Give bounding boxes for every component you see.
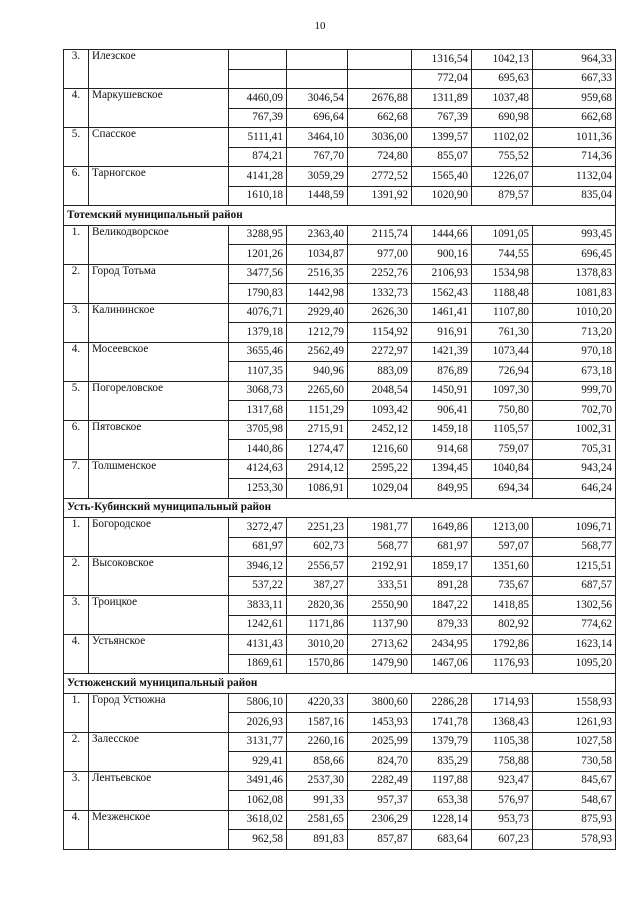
table-row bbox=[64, 693, 616, 713]
value-cell: 1197,88 bbox=[412, 771, 472, 791]
value-cell: 1020,90 bbox=[412, 186, 472, 206]
value-cell: 2363,40 bbox=[287, 225, 348, 245]
value-cell: 1107,35 bbox=[229, 362, 287, 382]
value-cell: 1859,17 bbox=[412, 557, 472, 577]
value-cell: 1201,26 bbox=[229, 245, 287, 265]
table-row bbox=[64, 225, 616, 245]
value-cell: 1448,59 bbox=[287, 186, 348, 206]
value-cell: 3946,12 bbox=[229, 557, 287, 577]
value-cell: 1216,60 bbox=[348, 440, 412, 460]
row-number: 3. bbox=[64, 50, 89, 89]
value-cell: 1461,41 bbox=[412, 303, 472, 323]
value-cell: 714,36 bbox=[533, 147, 616, 167]
value-cell: 1714,93 bbox=[472, 693, 533, 713]
value-cell: 1102,02 bbox=[472, 128, 533, 148]
value-cell: 3464,10 bbox=[287, 128, 348, 148]
value-cell: 713,20 bbox=[533, 323, 616, 343]
value-cell: 1040,84 bbox=[472, 459, 533, 479]
value-cell: 2192,91 bbox=[348, 557, 412, 577]
value-cell: 2282,49 bbox=[348, 771, 412, 791]
value-cell: 914,68 bbox=[412, 440, 472, 460]
settlement-name: Город Устюжна bbox=[89, 693, 229, 732]
table-row bbox=[64, 128, 616, 148]
value-cell: 761,30 bbox=[472, 323, 533, 343]
value-cell: 1154,92 bbox=[348, 323, 412, 343]
value-cell: 1137,90 bbox=[348, 615, 412, 635]
value-cell: 1379,18 bbox=[229, 323, 287, 343]
row-number: 5. bbox=[64, 128, 89, 167]
value-cell: 2115,74 bbox=[348, 225, 412, 245]
value-cell: 772,04 bbox=[412, 69, 472, 89]
row-number: 1. bbox=[64, 518, 89, 557]
value-cell: 673,18 bbox=[533, 362, 616, 382]
value-cell: 5111,41 bbox=[229, 128, 287, 148]
value-cell: 1450,91 bbox=[412, 381, 472, 401]
value-cell: 1378,83 bbox=[533, 264, 616, 284]
value-cell: 4124,63 bbox=[229, 459, 287, 479]
value-cell: 2715,91 bbox=[287, 420, 348, 440]
row-number: 4. bbox=[64, 89, 89, 128]
value-cell: 1440,86 bbox=[229, 440, 287, 460]
value-cell: 576,97 bbox=[472, 791, 533, 811]
value-cell: 1316,54 bbox=[412, 50, 472, 70]
table-row bbox=[64, 50, 616, 70]
value-cell: 1869,61 bbox=[229, 654, 287, 674]
tariff-table bbox=[63, 49, 616, 850]
row-number: 4. bbox=[64, 342, 89, 381]
value-cell: 1093,42 bbox=[348, 401, 412, 421]
value-cell: 1171,86 bbox=[287, 615, 348, 635]
value-cell: 1011,36 bbox=[533, 128, 616, 148]
value-cell: 1213,00 bbox=[472, 518, 533, 538]
value-cell: 744,55 bbox=[472, 245, 533, 265]
value-cell: 900,16 bbox=[412, 245, 472, 265]
value-cell: 1453,93 bbox=[348, 713, 412, 733]
settlement-name: Маркушевское bbox=[89, 89, 229, 128]
value-cell bbox=[348, 50, 412, 70]
value-cell: 1391,92 bbox=[348, 186, 412, 206]
value-cell: 940,96 bbox=[287, 362, 348, 382]
table-row bbox=[64, 420, 616, 440]
value-cell: 3288,95 bbox=[229, 225, 287, 245]
value-cell: 1062,08 bbox=[229, 791, 287, 811]
value-cell: 876,89 bbox=[412, 362, 472, 382]
value-cell: 1029,04 bbox=[348, 479, 412, 499]
table-row bbox=[64, 596, 616, 616]
value-cell: 2626,30 bbox=[348, 303, 412, 323]
value-cell: 1151,29 bbox=[287, 401, 348, 421]
row-number: 2. bbox=[64, 732, 89, 771]
value-cell: 1623,14 bbox=[533, 635, 616, 655]
value-cell: 767,39 bbox=[229, 108, 287, 128]
value-cell: 2676,88 bbox=[348, 89, 412, 109]
value-cell: 1610,18 bbox=[229, 186, 287, 206]
value-cell: 1261,93 bbox=[533, 713, 616, 733]
value-cell: 607,23 bbox=[472, 830, 533, 850]
value-cell: 597,07 bbox=[472, 537, 533, 557]
value-cell: 1105,38 bbox=[472, 732, 533, 752]
row-number: 6. bbox=[64, 167, 89, 206]
value-cell: 1037,48 bbox=[472, 89, 533, 109]
table-row bbox=[64, 342, 616, 362]
value-cell: 2286,28 bbox=[412, 693, 472, 713]
section-header-row bbox=[64, 674, 616, 694]
value-cell: 991,33 bbox=[287, 791, 348, 811]
value-cell: 2025,99 bbox=[348, 732, 412, 752]
value-cell: 2048,54 bbox=[348, 381, 412, 401]
settlement-name: Тарногское bbox=[89, 167, 229, 206]
value-cell: 705,31 bbox=[533, 440, 616, 460]
settlement-name: Погореловское bbox=[89, 381, 229, 420]
section-title: Устюженский муниципальный район bbox=[64, 674, 616, 694]
table-row bbox=[64, 557, 616, 577]
value-cell: 1010,20 bbox=[533, 303, 616, 323]
table-row bbox=[64, 89, 616, 109]
value-cell: 646,24 bbox=[533, 479, 616, 499]
value-cell: 4220,33 bbox=[287, 693, 348, 713]
row-number: 3. bbox=[64, 771, 89, 810]
value-cell: 1379,79 bbox=[412, 732, 472, 752]
value-cell: 1228,14 bbox=[412, 810, 472, 830]
value-cell: 1570,86 bbox=[287, 654, 348, 674]
value-cell: 696,45 bbox=[533, 245, 616, 265]
value-cell: 1215,51 bbox=[533, 557, 616, 577]
table-row bbox=[64, 518, 616, 538]
value-cell: 3131,77 bbox=[229, 732, 287, 752]
value-cell: 2434,95 bbox=[412, 635, 472, 655]
section-title: Тотемский муниципальный район bbox=[64, 206, 616, 226]
value-cell: 845,67 bbox=[533, 771, 616, 791]
value-cell: 1565,40 bbox=[412, 167, 472, 187]
value-cell: 1096,71 bbox=[533, 518, 616, 538]
value-cell: 662,68 bbox=[348, 108, 412, 128]
value-cell: 1399,57 bbox=[412, 128, 472, 148]
value-cell: 3833,11 bbox=[229, 596, 287, 616]
value-cell: 1311,89 bbox=[412, 89, 472, 109]
value-cell: 957,37 bbox=[348, 791, 412, 811]
value-cell: 694,34 bbox=[472, 479, 533, 499]
value-cell: 1097,30 bbox=[472, 381, 533, 401]
value-cell: 883,09 bbox=[348, 362, 412, 382]
value-cell: 1176,93 bbox=[472, 654, 533, 674]
value-cell bbox=[229, 69, 287, 89]
value-cell: 653,38 bbox=[412, 791, 472, 811]
value-cell: 1649,86 bbox=[412, 518, 472, 538]
value-cell: 2713,62 bbox=[348, 635, 412, 655]
value-cell: 916,91 bbox=[412, 323, 472, 343]
value-cell: 2452,12 bbox=[348, 420, 412, 440]
value-cell: 1081,83 bbox=[533, 284, 616, 304]
value-cell: 962,58 bbox=[229, 830, 287, 850]
value-cell: 681,97 bbox=[412, 537, 472, 557]
value-cell: 759,07 bbox=[472, 440, 533, 460]
value-cell: 2260,16 bbox=[287, 732, 348, 752]
value-cell: 4460,09 bbox=[229, 89, 287, 109]
value-cell: 5806,10 bbox=[229, 693, 287, 713]
settlement-name: Лентьевское bbox=[89, 771, 229, 810]
table-row bbox=[64, 771, 616, 791]
value-cell: 874,21 bbox=[229, 147, 287, 167]
value-cell: 1332,73 bbox=[348, 284, 412, 304]
value-cell: 767,70 bbox=[287, 147, 348, 167]
value-cell bbox=[287, 50, 348, 70]
settlement-name: Мосеевское bbox=[89, 342, 229, 381]
value-cell: 1792,86 bbox=[472, 635, 533, 655]
row-number: 1. bbox=[64, 693, 89, 732]
value-cell: 3491,46 bbox=[229, 771, 287, 791]
value-cell: 1274,47 bbox=[287, 440, 348, 460]
value-cell: 970,18 bbox=[533, 342, 616, 362]
value-cell: 4141,28 bbox=[229, 167, 287, 187]
value-cell: 2272,97 bbox=[348, 342, 412, 362]
value-cell: 568,77 bbox=[348, 537, 412, 557]
section-header-row bbox=[64, 498, 616, 518]
value-cell: 2556,57 bbox=[287, 557, 348, 577]
value-cell: 1002,31 bbox=[533, 420, 616, 440]
value-cell: 1042,13 bbox=[472, 50, 533, 70]
value-cell: 2537,30 bbox=[287, 771, 348, 791]
settlement-name: Троицкое bbox=[89, 596, 229, 635]
value-cell: 3046,54 bbox=[287, 89, 348, 109]
value-cell bbox=[348, 69, 412, 89]
value-cell: 1107,80 bbox=[472, 303, 533, 323]
value-cell: 1981,77 bbox=[348, 518, 412, 538]
settlement-name: Устьянское bbox=[89, 635, 229, 674]
value-cell: 1242,61 bbox=[229, 615, 287, 635]
value-cell: 750,80 bbox=[472, 401, 533, 421]
value-cell: 702,70 bbox=[533, 401, 616, 421]
value-cell: 602,73 bbox=[287, 537, 348, 557]
value-cell: 1479,90 bbox=[348, 654, 412, 674]
value-cell: 3800,60 bbox=[348, 693, 412, 713]
value-cell: 3618,02 bbox=[229, 810, 287, 830]
value-cell: 1790,83 bbox=[229, 284, 287, 304]
row-number: 1. bbox=[64, 225, 89, 264]
row-number: 5. bbox=[64, 381, 89, 420]
value-cell: 891,83 bbox=[287, 830, 348, 850]
value-cell: 849,95 bbox=[412, 479, 472, 499]
value-cell: 2550,90 bbox=[348, 596, 412, 616]
value-cell: 906,41 bbox=[412, 401, 472, 421]
value-cell: 993,45 bbox=[533, 225, 616, 245]
value-cell: 2772,52 bbox=[348, 167, 412, 187]
value-cell: 2252,76 bbox=[348, 264, 412, 284]
table-row bbox=[64, 635, 616, 655]
value-cell: 4076,71 bbox=[229, 303, 287, 323]
value-cell: 1351,60 bbox=[472, 557, 533, 577]
value-cell: 1095,20 bbox=[533, 654, 616, 674]
value-cell: 1562,43 bbox=[412, 284, 472, 304]
table-row bbox=[64, 381, 616, 401]
settlement-name: Мезженское bbox=[89, 810, 229, 849]
value-cell: 690,98 bbox=[472, 108, 533, 128]
value-cell: 1459,18 bbox=[412, 420, 472, 440]
value-cell: 1444,66 bbox=[412, 225, 472, 245]
value-cell: 695,63 bbox=[472, 69, 533, 89]
table-row bbox=[64, 732, 616, 752]
value-cell: 3036,00 bbox=[348, 128, 412, 148]
value-cell: 879,33 bbox=[412, 615, 472, 635]
table-row bbox=[64, 459, 616, 479]
value-cell: 2562,49 bbox=[287, 342, 348, 362]
value-cell bbox=[287, 69, 348, 89]
value-cell: 696,64 bbox=[287, 108, 348, 128]
value-cell: 824,70 bbox=[348, 752, 412, 772]
row-number: 4. bbox=[64, 635, 89, 674]
row-number: 2. bbox=[64, 557, 89, 596]
section-title: Усть-Кубинский муниципальный район bbox=[64, 498, 616, 518]
value-cell: 2516,35 bbox=[287, 264, 348, 284]
value-cell: 1741,78 bbox=[412, 713, 472, 733]
value-cell: 1442,98 bbox=[287, 284, 348, 304]
value-cell: 1091,05 bbox=[472, 225, 533, 245]
value-cell: 959,68 bbox=[533, 89, 616, 109]
value-cell: 2026,93 bbox=[229, 713, 287, 733]
value-cell: 1394,45 bbox=[412, 459, 472, 479]
value-cell: 1027,58 bbox=[533, 732, 616, 752]
value-cell: 2265,60 bbox=[287, 381, 348, 401]
value-cell: 1105,57 bbox=[472, 420, 533, 440]
value-cell: 1558,93 bbox=[533, 693, 616, 713]
value-cell: 1467,06 bbox=[412, 654, 472, 674]
value-cell: 1418,85 bbox=[472, 596, 533, 616]
value-cell: 875,93 bbox=[533, 810, 616, 830]
value-cell: 2929,40 bbox=[287, 303, 348, 323]
value-cell: 879,57 bbox=[472, 186, 533, 206]
value-cell: 1368,43 bbox=[472, 713, 533, 733]
value-cell: 726,94 bbox=[472, 362, 533, 382]
value-cell: 1421,39 bbox=[412, 342, 472, 362]
row-number: 3. bbox=[64, 303, 89, 342]
value-cell: 681,97 bbox=[229, 537, 287, 557]
table-body bbox=[64, 50, 616, 850]
value-cell bbox=[229, 50, 287, 70]
settlement-name: Калининское bbox=[89, 303, 229, 342]
value-cell: 767,39 bbox=[412, 108, 472, 128]
value-cell: 1226,07 bbox=[472, 167, 533, 187]
value-cell: 548,67 bbox=[533, 791, 616, 811]
value-cell: 683,64 bbox=[412, 830, 472, 850]
row-number: 3. bbox=[64, 596, 89, 635]
value-cell: 1132,04 bbox=[533, 167, 616, 187]
value-cell: 1086,91 bbox=[287, 479, 348, 499]
value-cell: 3477,56 bbox=[229, 264, 287, 284]
page-number: 10 bbox=[314, 20, 326, 32]
settlement-name: Богородское bbox=[89, 518, 229, 557]
row-number: 7. bbox=[64, 459, 89, 498]
table-row bbox=[64, 810, 616, 830]
settlement-name: Высоковское bbox=[89, 557, 229, 596]
table-row bbox=[64, 167, 616, 187]
value-cell: 964,33 bbox=[533, 50, 616, 70]
value-cell: 1073,44 bbox=[472, 342, 533, 362]
value-cell: 943,24 bbox=[533, 459, 616, 479]
value-cell: 929,41 bbox=[229, 752, 287, 772]
settlement-name: Город Тотьма bbox=[89, 264, 229, 303]
value-cell: 333,51 bbox=[348, 576, 412, 596]
value-cell: 835,29 bbox=[412, 752, 472, 772]
value-cell: 3655,46 bbox=[229, 342, 287, 362]
value-cell: 755,52 bbox=[472, 147, 533, 167]
value-cell: 1188,48 bbox=[472, 284, 533, 304]
value-cell: 667,33 bbox=[533, 69, 616, 89]
row-number: 6. bbox=[64, 420, 89, 459]
value-cell: 857,87 bbox=[348, 830, 412, 850]
row-number: 2. bbox=[64, 264, 89, 303]
value-cell: 1253,30 bbox=[229, 479, 287, 499]
settlement-name: Пятовское bbox=[89, 420, 229, 459]
value-cell: 1587,16 bbox=[287, 713, 348, 733]
value-cell: 1317,68 bbox=[229, 401, 287, 421]
value-cell: 2581,65 bbox=[287, 810, 348, 830]
table-row bbox=[64, 264, 616, 284]
value-cell: 953,73 bbox=[472, 810, 533, 830]
settlement-name: Великодворское bbox=[89, 225, 229, 264]
row-number: 4. bbox=[64, 810, 89, 849]
value-cell: 2106,93 bbox=[412, 264, 472, 284]
value-cell: 735,67 bbox=[472, 576, 533, 596]
value-cell: 855,07 bbox=[412, 147, 472, 167]
settlement-name: Толшменское bbox=[89, 459, 229, 498]
value-cell: 977,00 bbox=[348, 245, 412, 265]
value-cell: 2914,12 bbox=[287, 459, 348, 479]
value-cell: 568,77 bbox=[533, 537, 616, 557]
value-cell: 1534,98 bbox=[472, 264, 533, 284]
value-cell: 730,58 bbox=[533, 752, 616, 772]
value-cell: 724,80 bbox=[348, 147, 412, 167]
value-cell: 802,92 bbox=[472, 615, 533, 635]
value-cell: 858,66 bbox=[287, 752, 348, 772]
settlement-name: Спасское bbox=[89, 128, 229, 167]
value-cell: 4131,43 bbox=[229, 635, 287, 655]
value-cell: 2820,36 bbox=[287, 596, 348, 616]
settlement-name: Залесское bbox=[89, 732, 229, 771]
value-cell: 537,22 bbox=[229, 576, 287, 596]
value-cell: 2306,29 bbox=[348, 810, 412, 830]
value-cell: 387,27 bbox=[287, 576, 348, 596]
settlement-name: Илезское bbox=[89, 50, 229, 89]
value-cell: 891,28 bbox=[412, 576, 472, 596]
value-cell: 758,88 bbox=[472, 752, 533, 772]
value-cell: 662,68 bbox=[533, 108, 616, 128]
value-cell: 999,70 bbox=[533, 381, 616, 401]
value-cell: 578,93 bbox=[533, 830, 616, 850]
value-cell: 835,04 bbox=[533, 186, 616, 206]
value-cell: 3059,29 bbox=[287, 167, 348, 187]
value-cell: 774,62 bbox=[533, 615, 616, 635]
value-cell: 2595,22 bbox=[348, 459, 412, 479]
value-cell: 3068,73 bbox=[229, 381, 287, 401]
value-cell: 687,57 bbox=[533, 576, 616, 596]
value-cell: 1302,56 bbox=[533, 596, 616, 616]
value-cell: 2251,23 bbox=[287, 518, 348, 538]
value-cell: 1847,22 bbox=[412, 596, 472, 616]
value-cell: 3010,20 bbox=[287, 635, 348, 655]
value-cell: 1034,87 bbox=[287, 245, 348, 265]
value-cell: 1212,79 bbox=[287, 323, 348, 343]
value-cell: 3705,98 bbox=[229, 420, 287, 440]
value-cell: 923,47 bbox=[472, 771, 533, 791]
table-row bbox=[64, 303, 616, 323]
section-header-row bbox=[64, 206, 616, 226]
value-cell: 3272,47 bbox=[229, 518, 287, 538]
